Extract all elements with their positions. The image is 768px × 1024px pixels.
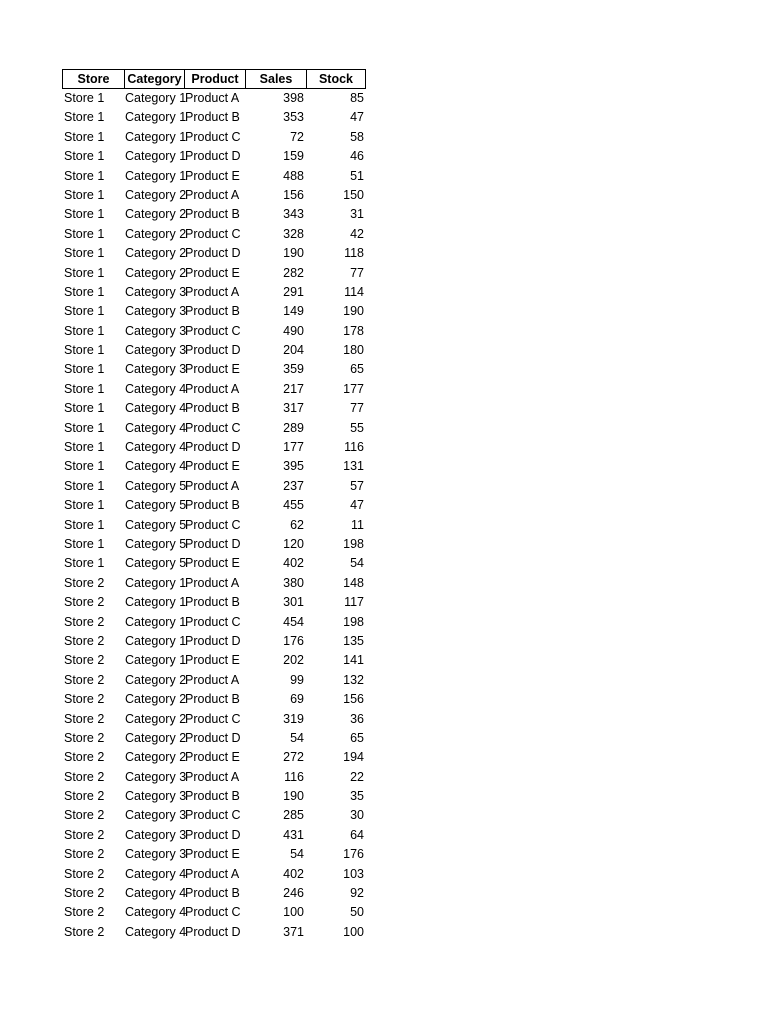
stock-cell: 47 xyxy=(350,498,364,513)
sales-cell: 343 xyxy=(283,207,304,222)
sales-cell: 159 xyxy=(283,149,304,164)
sales-cell: 431 xyxy=(283,827,304,842)
table-row xyxy=(62,535,366,554)
stock-cell: 77 xyxy=(350,265,364,280)
table-row xyxy=(62,399,366,418)
product-cell: Product E xyxy=(185,168,240,183)
table-row xyxy=(62,806,366,825)
product-cell: Product C xyxy=(185,614,241,629)
store-cell: Store 2 xyxy=(64,924,105,939)
table-row xyxy=(62,419,366,438)
store-cell: Store 1 xyxy=(64,265,105,280)
product-cell: Product A xyxy=(185,575,240,590)
table-row xyxy=(62,147,366,166)
product-cell: Product B xyxy=(185,595,240,610)
product-cell: Product C xyxy=(185,808,241,823)
table-row xyxy=(62,380,366,399)
sales-cell: 455 xyxy=(283,498,304,513)
category-cell: Category 4 xyxy=(125,420,187,435)
store-cell: Store 1 xyxy=(64,284,105,299)
category-cell: Category 4 xyxy=(125,440,187,455)
header-product: Product xyxy=(184,69,245,89)
category-cell: Category 4 xyxy=(125,401,187,416)
category-cell: Category 2 xyxy=(125,207,187,222)
category-cell: Category 3 xyxy=(125,827,187,842)
table-row xyxy=(62,690,366,709)
category-cell: Category 1 xyxy=(125,614,187,629)
product-cell: Product E xyxy=(185,653,240,668)
product-cell: Product B xyxy=(185,692,240,707)
table-row xyxy=(62,89,366,108)
product-cell: Product E xyxy=(185,556,240,571)
category-cell: Category 4 xyxy=(125,459,187,474)
store-cell: Store 1 xyxy=(64,517,105,532)
sales-cell: 217 xyxy=(283,381,304,396)
product-cell: Product A xyxy=(185,672,240,687)
stock-cell: 116 xyxy=(344,440,364,455)
product-cell: Product D xyxy=(185,730,241,745)
store-cell: Store 2 xyxy=(64,750,105,765)
sales-cell: 72 xyxy=(290,129,304,144)
stock-cell: 50 xyxy=(350,905,364,920)
product-cell: Product A xyxy=(185,284,240,299)
product-cell: Product A xyxy=(185,478,240,493)
product-cell: Product E xyxy=(185,362,240,377)
sales-cell: 380 xyxy=(283,575,304,590)
table-row xyxy=(62,516,366,535)
category-cell: Category 3 xyxy=(125,284,187,299)
table-row xyxy=(62,632,366,651)
table-row xyxy=(62,865,366,884)
product-cell: Product D xyxy=(185,149,241,164)
product-cell: Product E xyxy=(185,265,240,280)
header-store: Store xyxy=(62,69,124,89)
category-cell: Category 1 xyxy=(125,653,187,668)
category-cell: Category 3 xyxy=(125,847,187,862)
product-cell: Product B xyxy=(185,110,240,125)
sales-cell: 490 xyxy=(283,323,304,338)
table-row xyxy=(62,264,366,283)
store-cell: Store 2 xyxy=(64,886,105,901)
store-cell: Store 2 xyxy=(64,653,105,668)
category-cell: Category 1 xyxy=(125,110,187,125)
table-row xyxy=(62,477,366,496)
product-cell: Product B xyxy=(185,789,240,804)
category-cell: Category 3 xyxy=(125,808,187,823)
stock-cell: 194 xyxy=(343,750,364,765)
product-cell: Product C xyxy=(185,323,241,338)
stock-cell: 92 xyxy=(350,886,364,901)
category-cell: Category 1 xyxy=(125,149,187,164)
store-cell: Store 1 xyxy=(64,556,105,571)
sales-cell: 371 xyxy=(283,924,304,939)
table-row xyxy=(62,593,366,612)
sales-cell: 291 xyxy=(283,284,304,299)
table-row xyxy=(62,768,366,787)
sales-cell: 202 xyxy=(283,653,304,668)
sales-cell: 353 xyxy=(283,110,304,125)
table-row xyxy=(62,671,366,690)
product-cell: Product B xyxy=(185,207,240,222)
store-cell: Store 1 xyxy=(64,226,105,241)
store-cell: Store 1 xyxy=(64,149,105,164)
sales-cell: 237 xyxy=(283,478,304,493)
category-cell: Category 5 xyxy=(125,536,187,551)
sales-stock-table xyxy=(62,69,366,942)
sales-cell: 116 xyxy=(284,769,304,784)
store-cell: Store 2 xyxy=(64,808,105,823)
store-cell: Store 2 xyxy=(64,672,105,687)
table-body xyxy=(62,89,366,942)
store-cell: Store 1 xyxy=(64,246,105,261)
table-row xyxy=(62,205,366,224)
store-cell: Store 1 xyxy=(64,478,105,493)
product-cell: Product B xyxy=(185,401,240,416)
product-cell: Product E xyxy=(185,750,240,765)
category-cell: Category 2 xyxy=(125,226,187,241)
table-row xyxy=(62,244,366,263)
product-cell: Product D xyxy=(185,536,241,551)
store-cell: Store 2 xyxy=(64,614,105,629)
category-cell: Category 1 xyxy=(125,575,187,590)
sales-cell: 62 xyxy=(290,517,304,532)
stock-cell: 31 xyxy=(350,207,364,222)
product-cell: Product A xyxy=(185,91,240,105)
product-cell: Product A xyxy=(185,187,240,202)
table-row xyxy=(62,651,366,670)
table-row xyxy=(62,923,366,942)
stock-cell: 65 xyxy=(350,730,364,745)
sales-cell: 99 xyxy=(290,672,304,687)
stock-cell: 180 xyxy=(343,343,364,358)
sales-cell: 69 xyxy=(290,692,304,707)
category-cell: Category 3 xyxy=(125,769,187,784)
category-cell: Category 3 xyxy=(125,343,187,358)
table-row xyxy=(62,826,366,845)
category-cell: Category 3 xyxy=(125,789,187,804)
stock-cell: 190 xyxy=(343,304,364,319)
stock-cell: 46 xyxy=(350,149,364,164)
table-row xyxy=(62,322,366,341)
category-cell: Category 2 xyxy=(125,265,187,280)
category-cell: Category 2 xyxy=(125,672,187,687)
store-cell: Store 2 xyxy=(64,827,105,842)
stock-cell: 131 xyxy=(343,459,364,474)
category-cell: Category 3 xyxy=(125,323,187,338)
product-cell: Product C xyxy=(185,226,241,241)
product-cell: Product D xyxy=(185,827,241,842)
stock-cell: 85 xyxy=(350,91,364,105)
product-cell: Product C xyxy=(185,517,241,532)
sales-cell: 454 xyxy=(283,614,304,629)
sales-cell: 285 xyxy=(283,808,304,823)
category-cell: Category 5 xyxy=(125,478,187,493)
stock-cell: 30 xyxy=(350,808,364,823)
category-cell: Category 1 xyxy=(125,91,187,105)
table-row xyxy=(62,225,366,244)
category-cell: Category 2 xyxy=(125,692,187,707)
category-cell: Category 4 xyxy=(125,866,187,881)
category-cell: Category 4 xyxy=(125,905,187,920)
category-cell: Category 5 xyxy=(125,517,187,532)
sales-cell: 359 xyxy=(283,362,304,377)
category-cell: Category 4 xyxy=(125,886,187,901)
store-cell: Store 1 xyxy=(64,343,105,358)
product-cell: Product D xyxy=(185,924,241,939)
table-row xyxy=(62,128,366,147)
sales-cell: 289 xyxy=(283,420,304,435)
sales-cell: 176 xyxy=(283,633,304,648)
table-row xyxy=(62,457,366,476)
stock-cell: 150 xyxy=(343,187,364,202)
table-row xyxy=(62,283,366,302)
product-cell: Product A xyxy=(185,381,240,396)
table-row xyxy=(62,903,366,922)
store-cell: Store 1 xyxy=(64,304,105,319)
sales-cell: 204 xyxy=(283,343,304,358)
store-cell: Store 1 xyxy=(64,459,105,474)
sales-cell: 54 xyxy=(290,730,304,745)
stock-cell: 57 xyxy=(350,478,364,493)
sales-cell: 488 xyxy=(283,168,304,183)
table-row xyxy=(62,360,366,379)
category-cell: Category 3 xyxy=(125,362,187,377)
product-cell: Product D xyxy=(185,343,241,358)
sales-cell: 190 xyxy=(283,246,304,261)
category-cell: Category 5 xyxy=(125,556,187,571)
category-cell: Category 4 xyxy=(125,381,187,396)
header-stock: Stock xyxy=(306,69,366,89)
table-row xyxy=(62,167,366,186)
category-cell: Category 2 xyxy=(125,711,187,726)
stock-cell: 176 xyxy=(343,847,364,862)
store-cell: Store 1 xyxy=(64,323,105,338)
sales-cell: 317 xyxy=(283,401,304,416)
store-cell: Store 2 xyxy=(64,692,105,707)
stock-cell: 42 xyxy=(350,226,364,241)
store-cell: Store 1 xyxy=(64,168,105,183)
store-cell: Store 2 xyxy=(64,847,105,862)
header-sales: Sales xyxy=(245,69,306,89)
store-cell: Store 1 xyxy=(64,110,105,125)
product-cell: Product C xyxy=(185,905,241,920)
sales-cell: 398 xyxy=(283,91,304,105)
sales-cell: 120 xyxy=(283,536,304,551)
sales-cell: 282 xyxy=(283,265,304,280)
table-row xyxy=(62,438,366,457)
sales-cell: 149 xyxy=(283,304,304,319)
store-cell: Store 2 xyxy=(64,575,105,590)
category-cell: Category 1 xyxy=(125,168,187,183)
table-header-row xyxy=(62,69,366,89)
stock-cell: 65 xyxy=(350,362,364,377)
table-row xyxy=(62,302,366,321)
table-row xyxy=(62,496,366,515)
stock-cell: 54 xyxy=(350,556,364,571)
table-row xyxy=(62,574,366,593)
stock-cell: 156 xyxy=(343,692,364,707)
product-cell: Product D xyxy=(185,246,241,261)
category-cell: Category 3 xyxy=(125,304,187,319)
stock-cell: 141 xyxy=(343,653,364,668)
product-cell: Product C xyxy=(185,129,241,144)
store-cell: Store 1 xyxy=(64,381,105,396)
table-row xyxy=(62,613,366,632)
category-cell: Category 2 xyxy=(125,750,187,765)
header-category: Category xyxy=(124,69,184,89)
sales-cell: 328 xyxy=(283,226,304,241)
stock-cell: 47 xyxy=(350,110,364,125)
stock-cell: 148 xyxy=(343,575,364,590)
product-cell: Product D xyxy=(185,633,241,648)
stock-cell: 135 xyxy=(343,633,364,648)
stock-cell: 117 xyxy=(344,595,364,610)
sales-cell: 177 xyxy=(283,440,304,455)
stock-cell: 64 xyxy=(350,827,364,842)
product-cell: Product C xyxy=(185,711,241,726)
table-row xyxy=(62,554,366,573)
store-cell: Store 2 xyxy=(64,595,105,610)
product-cell: Product B xyxy=(185,498,240,513)
store-cell: Store 1 xyxy=(64,420,105,435)
category-cell: Category 4 xyxy=(125,924,187,939)
product-cell: Product D xyxy=(185,440,241,455)
stock-cell: 22 xyxy=(350,769,364,784)
sales-cell: 54 xyxy=(290,847,304,862)
table-row xyxy=(62,341,366,360)
stock-cell: 100 xyxy=(343,924,364,939)
sales-cell: 156 xyxy=(283,187,304,202)
sales-cell: 319 xyxy=(283,711,304,726)
store-cell: Store 1 xyxy=(64,401,105,416)
store-cell: Store 1 xyxy=(64,187,105,202)
stock-cell: 58 xyxy=(350,129,364,144)
stock-cell: 198 xyxy=(343,614,364,629)
sales-cell: 272 xyxy=(283,750,304,765)
category-cell: Category 1 xyxy=(125,595,187,610)
sales-cell: 402 xyxy=(283,556,304,571)
product-cell: Product A xyxy=(185,866,240,881)
store-cell: Store 2 xyxy=(64,711,105,726)
store-cell: Store 2 xyxy=(64,769,105,784)
category-cell: Category 2 xyxy=(125,187,187,202)
store-cell: Store 2 xyxy=(64,730,105,745)
table-row xyxy=(62,186,366,205)
stock-cell: 11 xyxy=(351,517,364,532)
stock-cell: 35 xyxy=(350,789,364,804)
table-row xyxy=(62,748,366,767)
stock-cell: 77 xyxy=(350,401,364,416)
sales-cell: 100 xyxy=(283,905,304,920)
product-cell: Product B xyxy=(185,886,240,901)
category-cell: Category 2 xyxy=(125,246,187,261)
stock-cell: 103 xyxy=(343,866,364,881)
stock-cell: 55 xyxy=(350,420,364,435)
stock-cell: 177 xyxy=(343,381,364,396)
sales-cell: 301 xyxy=(283,595,304,610)
stock-cell: 114 xyxy=(344,284,364,299)
store-cell: Store 1 xyxy=(64,440,105,455)
product-cell: Product E xyxy=(185,459,240,474)
store-cell: Store 1 xyxy=(64,498,105,513)
table-row xyxy=(62,108,366,127)
stock-cell: 198 xyxy=(343,536,364,551)
product-cell: Product A xyxy=(185,769,240,784)
category-cell: Category 5 xyxy=(125,498,187,513)
product-cell: Product B xyxy=(185,304,240,319)
store-cell: Store 1 xyxy=(64,129,105,144)
sales-cell: 246 xyxy=(283,886,304,901)
stock-cell: 118 xyxy=(344,246,364,261)
product-cell: Product E xyxy=(185,847,240,862)
store-cell: Store 1 xyxy=(64,362,105,377)
category-cell: Category 1 xyxy=(125,633,187,648)
sales-cell: 402 xyxy=(283,866,304,881)
category-cell: Category 2 xyxy=(125,730,187,745)
stock-cell: 178 xyxy=(343,323,364,338)
stock-cell: 51 xyxy=(350,168,364,183)
store-cell: Store 2 xyxy=(64,789,105,804)
table-row xyxy=(62,787,366,806)
category-cell: Category 1 xyxy=(125,129,187,144)
store-cell: Store 1 xyxy=(64,536,105,551)
store-cell: Store 2 xyxy=(64,866,105,881)
product-cell: Product C xyxy=(185,420,241,435)
store-cell: Store 1 xyxy=(64,207,105,222)
table-row xyxy=(62,884,366,903)
store-cell: Store 2 xyxy=(64,905,105,920)
table-row xyxy=(62,710,366,729)
store-cell: Store 1 xyxy=(64,91,105,105)
table-row xyxy=(62,845,366,864)
sales-cell: 190 xyxy=(283,789,304,804)
sales-cell: 395 xyxy=(283,459,304,474)
store-cell: Store 2 xyxy=(64,633,105,648)
stock-cell: 132 xyxy=(343,672,364,687)
table-row xyxy=(62,729,366,748)
stock-cell: 36 xyxy=(350,711,364,726)
